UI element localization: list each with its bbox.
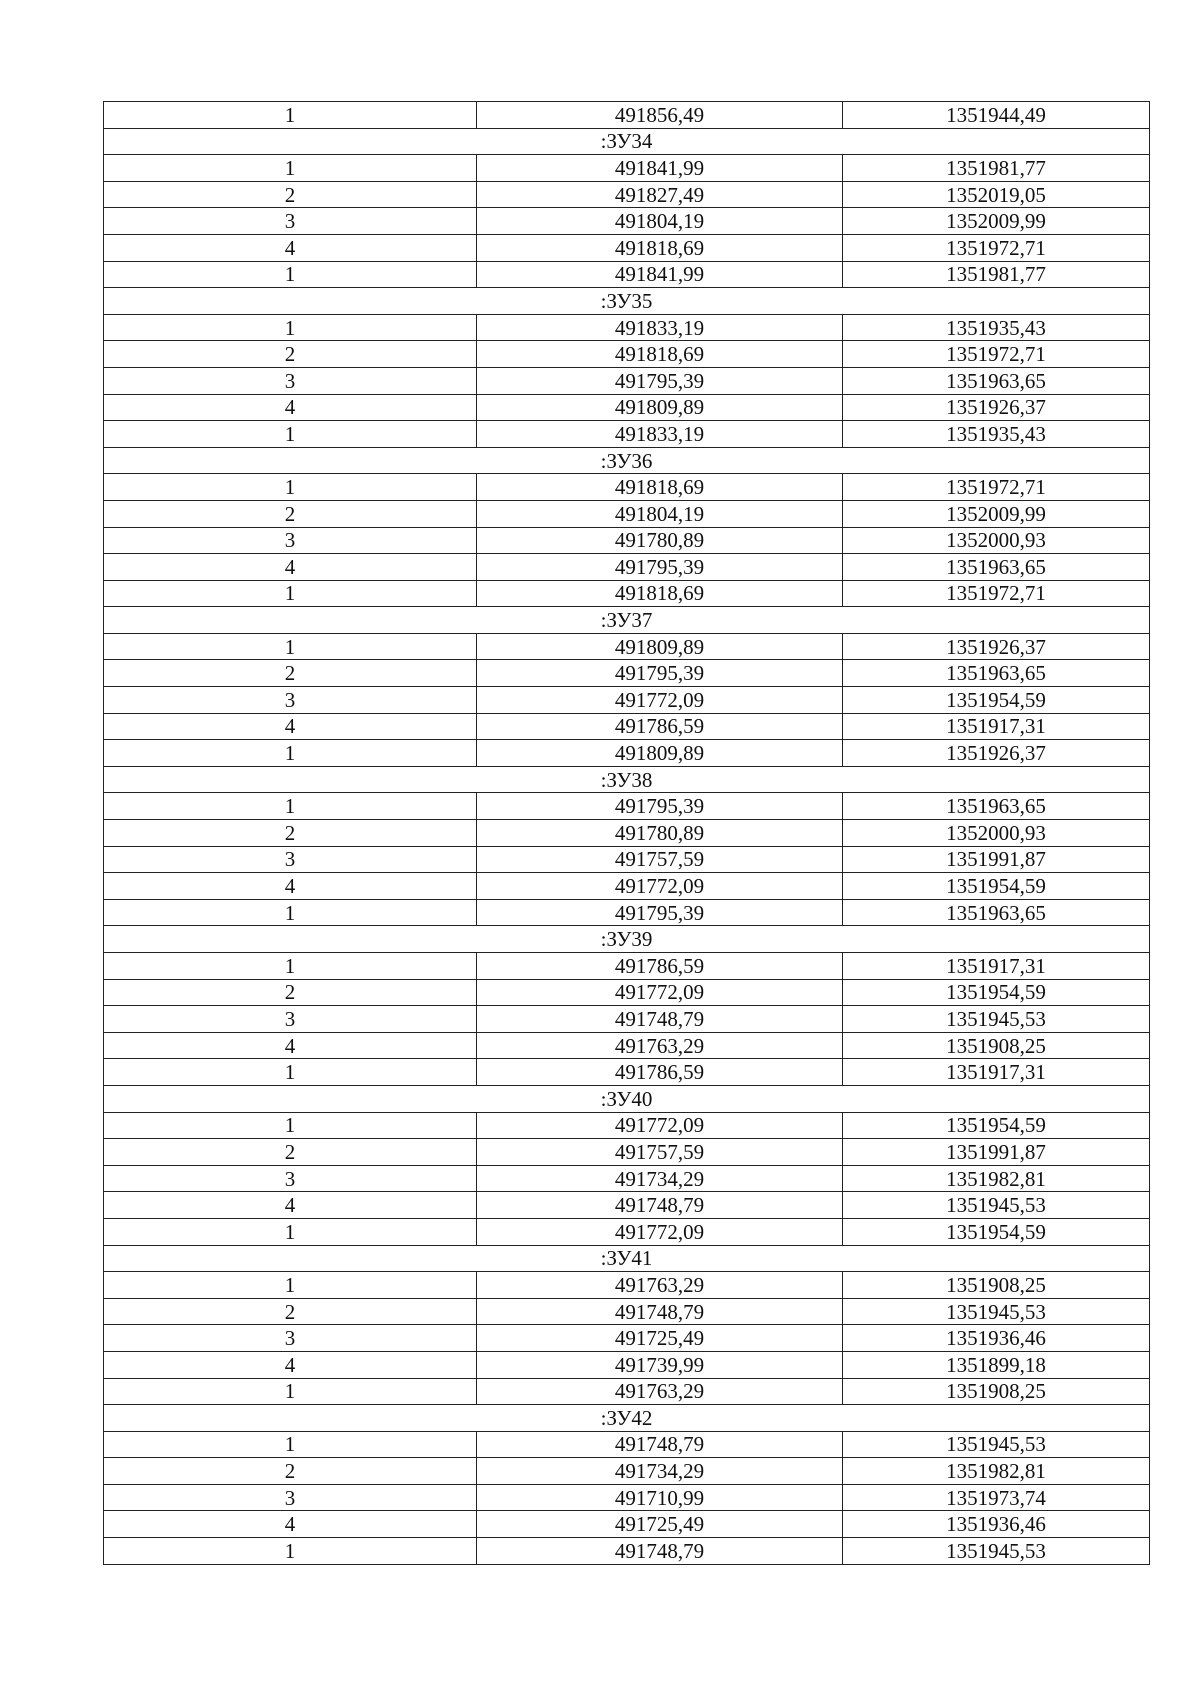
y-coordinate-cell: 1352009,99: [843, 500, 1150, 527]
table-row: [104, 208, 1150, 235]
y-coordinate-cell: 1352000,93: [843, 820, 1150, 847]
x-coordinate-cell: 491795,39: [477, 554, 843, 581]
y-coordinate-cell: 1351972,71: [843, 580, 1150, 607]
table-row: [104, 527, 1150, 554]
zone-title: :ЗУ41: [104, 1245, 1150, 1272]
coordinates-table-body: [104, 102, 1150, 1565]
point-number-cell: 4: [104, 1511, 477, 1538]
coordinates-table: [103, 101, 1150, 1565]
y-coordinate-cell: 1351917,31: [843, 1059, 1150, 1086]
table-row: [104, 554, 1150, 581]
y-coordinate-cell: 1352009,99: [843, 208, 1150, 235]
table-row: [104, 687, 1150, 714]
table-row: [104, 979, 1150, 1006]
point-number-cell: 1: [104, 1218, 477, 1245]
zone-title: :ЗУ38: [104, 766, 1150, 793]
table-row: [104, 1458, 1150, 1485]
point-number-cell: 2: [104, 820, 477, 847]
point-number-cell: 1: [104, 474, 477, 501]
x-coordinate-cell: 491780,89: [477, 820, 843, 847]
x-coordinate-cell: 491725,49: [477, 1325, 843, 1352]
y-coordinate-cell: 1351963,65: [843, 899, 1150, 926]
zone-title: :ЗУ37: [104, 607, 1150, 634]
point-number-cell: 2: [104, 1458, 477, 1485]
y-coordinate-cell: 1351908,25: [843, 1272, 1150, 1299]
x-coordinate-cell: 491772,09: [477, 873, 843, 900]
point-number-cell: 1: [104, 1431, 477, 1458]
table-row: [104, 873, 1150, 900]
point-number-cell: 4: [104, 1192, 477, 1219]
point-number-cell: 1: [104, 1059, 477, 1086]
y-coordinate-cell: 1351945,53: [843, 1431, 1150, 1458]
y-coordinate-cell: 1351981,77: [843, 155, 1150, 182]
y-coordinate-cell: 1351963,65: [843, 660, 1150, 687]
y-coordinate-cell: 1351899,18: [843, 1351, 1150, 1378]
x-coordinate-cell: 491818,69: [477, 580, 843, 607]
point-number-cell: 1: [104, 102, 477, 129]
zone-header-row: [104, 926, 1150, 953]
table-row: [104, 421, 1150, 448]
x-coordinate-cell: 491795,39: [477, 899, 843, 926]
y-coordinate-cell: 1351935,43: [843, 314, 1150, 341]
x-coordinate-cell: 491763,29: [477, 1272, 843, 1299]
zone-title: :ЗУ39: [104, 926, 1150, 953]
y-coordinate-cell: 1351972,71: [843, 474, 1150, 501]
x-coordinate-cell: 491786,59: [477, 953, 843, 980]
zone-title: :ЗУ35: [104, 288, 1150, 315]
x-coordinate-cell: 491763,29: [477, 1032, 843, 1059]
table-row: [104, 1165, 1150, 1192]
table-row: [104, 1218, 1150, 1245]
y-coordinate-cell: 1351963,65: [843, 793, 1150, 820]
x-coordinate-cell: 491739,99: [477, 1351, 843, 1378]
x-coordinate-cell: 491748,79: [477, 1192, 843, 1219]
point-number-cell: 2: [104, 1298, 477, 1325]
point-number-cell: 4: [104, 234, 477, 261]
table-row: [104, 1112, 1150, 1139]
x-coordinate-cell: 491809,89: [477, 740, 843, 767]
y-coordinate-cell: 1351954,59: [843, 687, 1150, 714]
x-coordinate-cell: 491780,89: [477, 527, 843, 554]
table-row: [104, 660, 1150, 687]
point-number-cell: 2: [104, 979, 477, 1006]
x-coordinate-cell: 491786,59: [477, 713, 843, 740]
table-row: [104, 899, 1150, 926]
zone-header-row: [104, 1245, 1150, 1272]
y-coordinate-cell: 1351908,25: [843, 1032, 1150, 1059]
zone-header-row: [104, 447, 1150, 474]
table-row: [104, 1378, 1150, 1405]
table-row: [104, 394, 1150, 421]
x-coordinate-cell: 491795,39: [477, 367, 843, 394]
x-coordinate-cell: 491804,19: [477, 500, 843, 527]
table-row: [104, 1351, 1150, 1378]
y-coordinate-cell: 1351991,87: [843, 846, 1150, 873]
table-row: [104, 633, 1150, 660]
table-row: [104, 1192, 1150, 1219]
y-coordinate-cell: 1352019,05: [843, 181, 1150, 208]
table-row: [104, 341, 1150, 368]
point-number-cell: 4: [104, 1351, 477, 1378]
zone-header-row: [104, 1405, 1150, 1432]
x-coordinate-cell: 491772,09: [477, 687, 843, 714]
point-number-cell: 3: [104, 1006, 477, 1033]
table-row: [104, 1484, 1150, 1511]
y-coordinate-cell: 1351981,77: [843, 261, 1150, 288]
x-coordinate-cell: 491818,69: [477, 474, 843, 501]
y-coordinate-cell: 1351917,31: [843, 953, 1150, 980]
table-row: [104, 953, 1150, 980]
point-number-cell: 1: [104, 261, 477, 288]
point-number-cell: 2: [104, 660, 477, 687]
point-number-cell: 1: [104, 1538, 477, 1565]
zone-title: :ЗУ40: [104, 1085, 1150, 1112]
table-row: [104, 1431, 1150, 1458]
zone-header-row: [104, 1085, 1150, 1112]
x-coordinate-cell: 491748,79: [477, 1431, 843, 1458]
y-coordinate-cell: 1351935,43: [843, 421, 1150, 448]
table-row: [104, 740, 1150, 767]
point-number-cell: 3: [104, 527, 477, 554]
point-number-cell: 3: [104, 1325, 477, 1352]
y-coordinate-cell: 1351908,25: [843, 1378, 1150, 1405]
table-row: [104, 713, 1150, 740]
x-coordinate-cell: 491827,49: [477, 181, 843, 208]
y-coordinate-cell: 1351926,37: [843, 740, 1150, 767]
x-coordinate-cell: 491710,99: [477, 1484, 843, 1511]
x-coordinate-cell: 491818,69: [477, 341, 843, 368]
y-coordinate-cell: 1351945,53: [843, 1298, 1150, 1325]
point-number-cell: 4: [104, 1032, 477, 1059]
x-coordinate-cell: 491763,29: [477, 1378, 843, 1405]
table-row: [104, 1032, 1150, 1059]
x-coordinate-cell: 491809,89: [477, 394, 843, 421]
point-number-cell: 4: [104, 394, 477, 421]
y-coordinate-cell: 1351945,53: [843, 1538, 1150, 1565]
point-number-cell: 1: [104, 314, 477, 341]
y-coordinate-cell: 1352000,93: [843, 527, 1150, 554]
x-coordinate-cell: 491833,19: [477, 314, 843, 341]
point-number-cell: 1: [104, 1112, 477, 1139]
table-row: [104, 1511, 1150, 1538]
table-row: [104, 1059, 1150, 1086]
point-number-cell: 4: [104, 873, 477, 900]
point-number-cell: 1: [104, 421, 477, 448]
table-row: [104, 234, 1150, 261]
table-row: [104, 155, 1150, 182]
y-coordinate-cell: 1351926,37: [843, 633, 1150, 660]
x-coordinate-cell: 491804,19: [477, 208, 843, 235]
zone-header-row: [104, 607, 1150, 634]
zone-header-row: [104, 766, 1150, 793]
x-coordinate-cell: 491833,19: [477, 421, 843, 448]
point-number-cell: 1: [104, 1378, 477, 1405]
y-coordinate-cell: 1351954,59: [843, 979, 1150, 1006]
x-coordinate-cell: 491734,29: [477, 1165, 843, 1192]
x-coordinate-cell: 491786,59: [477, 1059, 843, 1086]
zone-title: :ЗУ34: [104, 128, 1150, 155]
y-coordinate-cell: 1351945,53: [843, 1192, 1150, 1219]
y-coordinate-cell: 1351945,53: [843, 1006, 1150, 1033]
y-coordinate-cell: 1351954,59: [843, 1112, 1150, 1139]
point-number-cell: 2: [104, 1139, 477, 1166]
point-number-cell: 3: [104, 208, 477, 235]
x-coordinate-cell: 491841,99: [477, 261, 843, 288]
zone-title: :ЗУ42: [104, 1405, 1150, 1432]
point-number-cell: 3: [104, 1484, 477, 1511]
x-coordinate-cell: 491772,09: [477, 1112, 843, 1139]
table-row: [104, 181, 1150, 208]
table-row: [104, 1006, 1150, 1033]
y-coordinate-cell: 1351973,74: [843, 1484, 1150, 1511]
point-number-cell: 1: [104, 580, 477, 607]
x-coordinate-cell: 491795,39: [477, 793, 843, 820]
point-number-cell: 4: [104, 554, 477, 581]
y-coordinate-cell: 1351954,59: [843, 873, 1150, 900]
point-number-cell: 3: [104, 367, 477, 394]
table-row: [104, 474, 1150, 501]
y-coordinate-cell: 1351982,81: [843, 1165, 1150, 1192]
y-coordinate-cell: 1351982,81: [843, 1458, 1150, 1485]
y-coordinate-cell: 1351926,37: [843, 394, 1150, 421]
table-row: [104, 793, 1150, 820]
point-number-cell: 2: [104, 341, 477, 368]
table-row: [104, 500, 1150, 527]
point-number-cell: 1: [104, 740, 477, 767]
point-number-cell: 3: [104, 687, 477, 714]
point-number-cell: 4: [104, 713, 477, 740]
point-number-cell: 2: [104, 181, 477, 208]
y-coordinate-cell: 1351963,65: [843, 367, 1150, 394]
point-number-cell: 1: [104, 1272, 477, 1299]
point-number-cell: 2: [104, 500, 477, 527]
y-coordinate-cell: 1351936,46: [843, 1325, 1150, 1352]
point-number-cell: 1: [104, 155, 477, 182]
table-row: [104, 1538, 1150, 1565]
y-coordinate-cell: 1351972,71: [843, 234, 1150, 261]
point-number-cell: 1: [104, 899, 477, 926]
zone-header-row: [104, 128, 1150, 155]
y-coordinate-cell: 1351944,49: [843, 102, 1150, 129]
x-coordinate-cell: 491856,49: [477, 102, 843, 129]
table-row: [104, 820, 1150, 847]
x-coordinate-cell: 491795,39: [477, 660, 843, 687]
x-coordinate-cell: 491757,59: [477, 1139, 843, 1166]
y-coordinate-cell: 1351936,46: [843, 1511, 1150, 1538]
x-coordinate-cell: 491748,79: [477, 1006, 843, 1033]
x-coordinate-cell: 491734,29: [477, 1458, 843, 1485]
x-coordinate-cell: 491841,99: [477, 155, 843, 182]
x-coordinate-cell: 491772,09: [477, 1218, 843, 1245]
y-coordinate-cell: 1351963,65: [843, 554, 1150, 581]
table-row: [104, 846, 1150, 873]
zone-title: :ЗУ36: [104, 447, 1150, 474]
table-row: [104, 102, 1150, 129]
y-coordinate-cell: 1351972,71: [843, 341, 1150, 368]
table-row: [104, 1139, 1150, 1166]
x-coordinate-cell: 491748,79: [477, 1298, 843, 1325]
table-row: [104, 314, 1150, 341]
x-coordinate-cell: 491809,89: [477, 633, 843, 660]
x-coordinate-cell: 491772,09: [477, 979, 843, 1006]
zone-header-row: [104, 288, 1150, 315]
x-coordinate-cell: 491757,59: [477, 846, 843, 873]
y-coordinate-cell: 1351954,59: [843, 1218, 1150, 1245]
point-number-cell: 3: [104, 1165, 477, 1192]
table-row: [104, 580, 1150, 607]
point-number-cell: 1: [104, 953, 477, 980]
table-row: [104, 1272, 1150, 1299]
point-number-cell: 1: [104, 793, 477, 820]
table-row: [104, 1298, 1150, 1325]
x-coordinate-cell: 491725,49: [477, 1511, 843, 1538]
x-coordinate-cell: 491818,69: [477, 234, 843, 261]
y-coordinate-cell: 1351917,31: [843, 713, 1150, 740]
point-number-cell: 1: [104, 633, 477, 660]
y-coordinate-cell: 1351991,87: [843, 1139, 1150, 1166]
table-row: [104, 1325, 1150, 1352]
x-coordinate-cell: 491748,79: [477, 1538, 843, 1565]
point-number-cell: 3: [104, 846, 477, 873]
table-row: [104, 367, 1150, 394]
table-row: [104, 261, 1150, 288]
